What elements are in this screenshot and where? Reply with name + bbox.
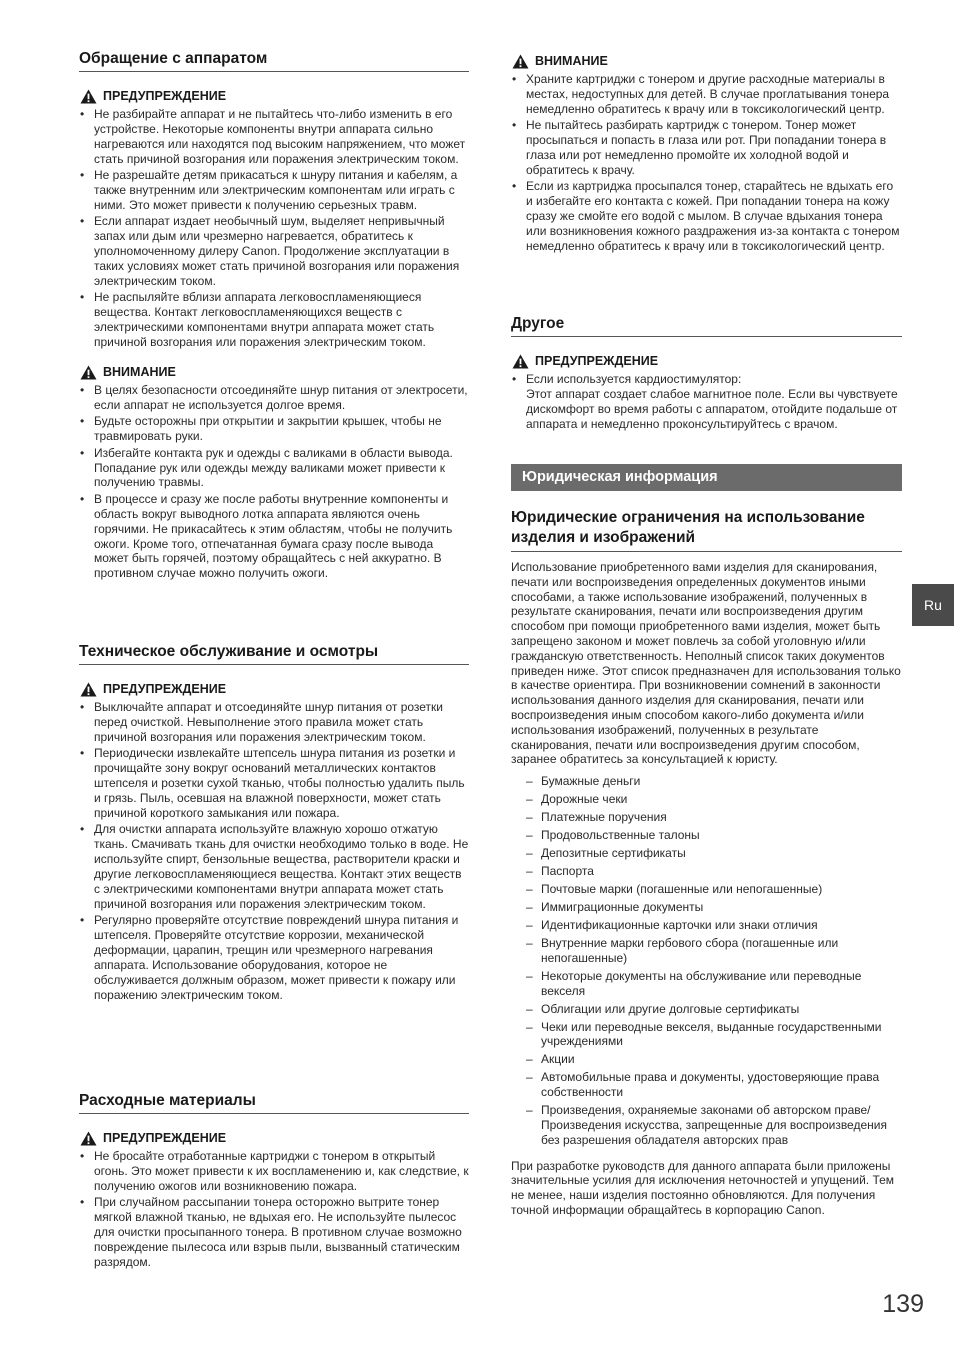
warning-triangle-icon [512,354,529,369]
list-item: • Храните картриджи с тонером и другие расходные материалы в местах, недоступных для детей. В случае проглатывания тонера немедленно обратитесь к врачу или в токсикологический центр. [511,72,902,117]
section-handling [79,49,469,583]
warning-block [79,681,469,1003]
warning-list [79,700,469,1003]
list-item: • При случайном рассыпании тонера осторожно вытрите тонер мягкой влажной тканью, не вдыхая его. Не используйте пылесос для очистки просыпанного тонера. В противном случае возможно повреждение пылесоса или взрыв пыли, вызванный статическим разрядом. [79,1195,469,1270]
section-other [511,314,902,433]
list-item: – Продовольственные талоны [511,828,902,843]
warning-triangle-icon [512,54,529,69]
list-item: • Если аппарат издает необычный шум, выделяет непривычный запах или дым или чрезмерно нагревается, обратитесь к уполномоченному дилеру Canon. Продолжение эксплуатации в таких условиях может стать причиной возгорания или поражения электрическим током. [79,214,469,289]
warning-triangle-icon [80,365,97,380]
list-item: • Для очистки аппарата используйте влажную хорошо отжатую ткань. Смачивать ткань для очистки необходимо только в воде. Не используйте спирт, бензольные вещества, растворители краски и другие легковоспламеняющиеся вещества. Контакт этих веществ с электрическими компонентами внутри аппарата может стать причиной возгорания или поражения электрическим током. [79,822,469,911]
warning-list [79,107,469,350]
caution-heading: ВНИМАНИЕ [512,53,902,69]
list-item: – Паспорта [511,864,902,879]
list-item: • Избегайте контакта рук и одежды с валиками в области вывода. Попадание рук или одежды между валиками может привести к получению травмы. [79,446,469,491]
warning-heading: ПРЕДУПРЕЖДЕНИЕ [80,681,469,697]
section-title: Юридические ограничения на использование изделия и изображений [511,508,902,552]
warning-list [511,372,902,432]
list-item: – Почтовые марки (погашенные или непогашенные) [511,882,902,897]
restricted-documents-list [511,774,902,1147]
list-item: – Автомобильные права и документы, удостоверяющие права собственности [511,1070,902,1100]
language-tab[interactable]: Ru [912,584,954,626]
list-item: • Если из картриджа просыпался тонер, старайтесь не вдыхать его и избегайте его контакта с кожей. При попадании тонера на кожу сразу же смойте его водой с мылом. В случае вдыхания тонера или возникновения кожного раздражения из-за контакта с тонером немедленно обратитесь к врачу или в токсикологический центр. [511,179,902,254]
legal-info-banner: Юридическая информация [511,464,902,491]
page-number: 139 [882,1290,924,1318]
list-item: • Не разрешайте детям прикасаться к шнуру питания и кабелям, а также внутренним или электрическим компонентам или играть с ними. Это может привести к получению серьезных травм. [79,168,469,213]
list-item: • Регулярно проверяйте отсутствие повреждений шнура питания и штепселя. Проверяйте отсутствие коррозии, механической деформации, царапин, трещин или чрезмерного нагревания аппарата. Использование оборудования, которое не обслуживается должным образом, может привести к пожару или поражению электрическим током. [79,913,469,1002]
list-item: • Не пытайтесь разбирать картридж с тонером. Тонер может просыпаться и попасть в глаза или рот. При попадании тонера в глаза или рот немедленно промойте их холодной водой и обратитесь к врачу. [511,118,902,178]
list-item: – Иммиграционные документы [511,900,902,915]
list-item: – Акции [511,1052,902,1067]
section-consumables [79,1091,469,1271]
list-item: – Бумажные деньги [511,774,902,789]
list-item: • Будьте осторожны при открытии и закрытии крышек, чтобы не травмировать руки. [79,414,469,444]
list-item: – Депозитные сертификаты [511,846,902,861]
warning-triangle-icon [80,1131,97,1146]
section-title: Техническое обслуживание и осмотры [79,642,469,665]
warning-block [79,1130,469,1270]
section-consumables-cont [511,37,902,255]
list-item: – Идентификационные карточки или знаки отличия [511,918,902,933]
list-item: • Выключайте аппарат и отсоединяйте шнур питания от розетки перед очисткой. Невыполнение этого правила может стать причиной возгорания или поражения электрическим током. [79,700,469,745]
warning-block [79,88,469,350]
warning-block [511,353,902,432]
section-title: Другое [511,314,902,337]
caution-list [79,383,469,581]
list-item: • Не бросайте отработанные картриджи с тонером в открытый огонь. Это может привести к их воспламенению и, как следствие, к получению ожогов или возникновению пожара. [79,1149,469,1194]
list-item: – Некоторые документы на обслуживание или переводные векселя [511,969,902,999]
legal-outro: При разработке руководств для данного аппарата были приложены значительные усилия для исключения неточностей и упущений. Тем не менее, наши изделия постоянно обновляются. Для получения точной информации обращайтесь в корпорацию Canon. [511,1158,895,1217]
section-title: Обращение с аппаратом [79,49,469,72]
list-item: – Облигации или другие долговые сертификаты [511,1002,902,1017]
warning-heading: ПРЕДУПРЕЖДЕНИЕ [80,1130,469,1146]
list-item: • Не разбирайте аппарат и не пытайтесь что-либо изменить в его устройстве. Некоторые компоненты внутри аппарата сильно нагреваются или находятся под высоким напряжением, что может стать причиной возгорания или поражения электрическим током. [79,107,469,167]
caution-list [511,72,902,254]
caution-heading: ВНИМАНИЕ [80,364,469,380]
warning-heading: ПРЕДУПРЕЖДЕНИЕ [512,353,902,369]
warning-triangle-icon [80,89,97,104]
list-item: – Произведения, охраняемые законами об авторском праве/ Произведения искусства, запрещенные для воспроизведения без разрешения обладателя авторских прав [511,1103,902,1147]
list-item: – Внутренние марки гербового сбора (погашенные или непогашенные) [511,936,902,966]
list-item: • В целях безопасности отсоединяйте шнур питания от электросети, если аппарат не используется долгое время. [79,383,469,413]
section-legal-limits [511,508,902,1218]
legal-intro: Использование приобретенного вами изделия для сканирования, печати или воспроизведения определенных документов иными способами, а также использование изображений, полученных в результате сканирования, печати или воспроизведения другим способом при помощи приобретенного вами изделия, может быть запрещено законом и может повлечь за собой уголовную и/или гражданскую ответственность. Неполный список таких документов приведен ниже. Этот список предназначен для использования только в качестве ориентира. При возникновении сомнений в законности использования данного изделия для сканирования, печати или воспроизведения иным способом какого-либо документа и/или использования изображений, полученных в результате сканирования, печати или воспроизведения другим способом, заранее обратитесь за консультацией к юристу. [511,560,901,767]
list-item: – Дорожные чеки [511,792,902,807]
warning-list [79,1149,469,1270]
warning-heading: ПРЕДУПРЕЖДЕНИЕ [80,88,469,104]
caution-block [79,364,469,581]
list-item: – Чеки или переводные векселя, выданные государственными учреждениями [511,1020,902,1050]
list-item: • Не распыляйте вблизи аппарата легковоспламеняющиеся вещества. Контакт легковоспламеняющихся веществ с электрическими компонентами внутри аппарата может стать причиной возгорания или поражения электрическим током. [79,290,469,350]
list-item: – Платежные поручения [511,810,902,825]
list-item: • Если используется кардиостимулятор: Этот аппарат создает слабое магнитное поле. Если вы чувствуете дискомфорт во время работы с аппаратом, отойдите подальше от аппарата и немедленно проконсультируйтесь с врачом. [511,372,902,432]
caution-block [511,53,902,254]
section-maintenance [79,642,469,1004]
list-item: • В процессе и сразу же после работы внутренние компоненты и область вокруг выводного лотка аппарата являются очень горячими. Не прикасайтесь к этим областям, чтобы не получить ожоги. Кроме того, отпечатанная бумага сразу после вывода может быть горячей, поэтому обращайтесь с ней аккуратно. В противном случае можно получить ожоги. [79,492,469,581]
section-title: Расходные материалы [79,1091,469,1114]
warning-triangle-icon [80,682,97,697]
list-item: • Периодически извлекайте штепсель шнура питания из розетки и прочищайте зону вокруг оснований металлических контактов штепселя и розетки сухой тканью, чтобы полностью удалить пыль и грязь. Пыль, осевшая на влажной поверхности, может стать причиной короткого замыкания или пожара. [79,746,469,821]
